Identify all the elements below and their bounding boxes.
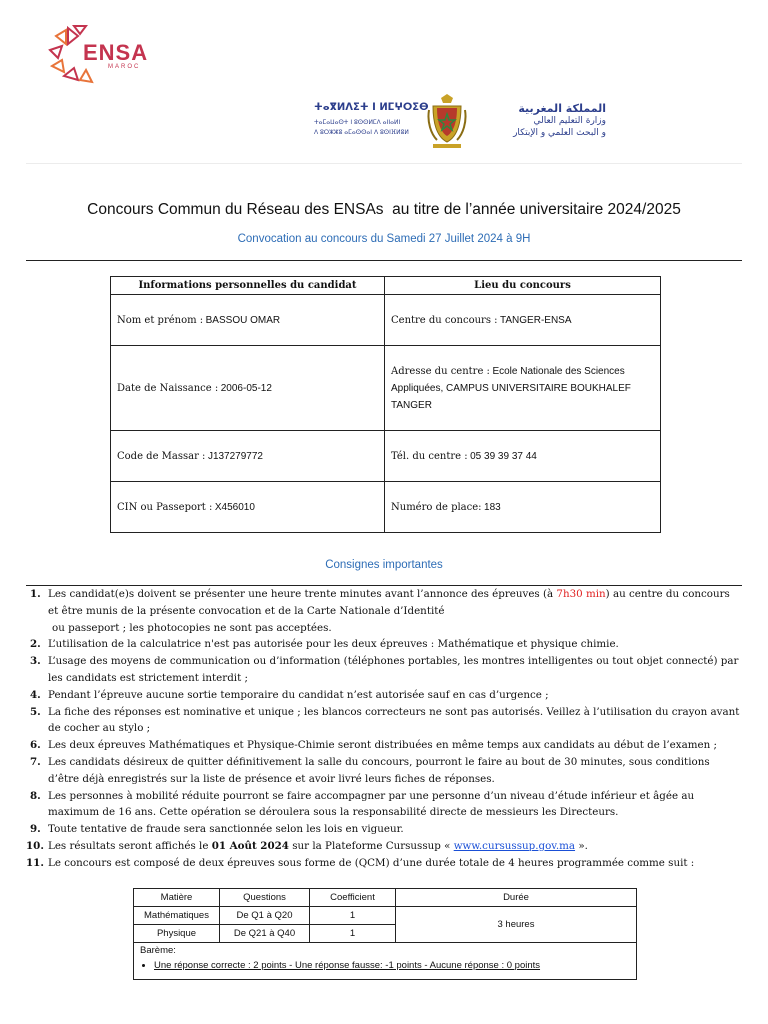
list-item-number: 6. xyxy=(30,739,41,752)
cin-passport-cell xyxy=(111,482,385,533)
list-item-text: Les résultats seront affichés le xyxy=(48,839,212,852)
header-divider xyxy=(26,163,742,164)
list-item xyxy=(26,855,742,872)
grading-title: Barème: xyxy=(140,945,176,956)
table-row xyxy=(111,431,661,482)
field-label: Numéro de place: xyxy=(391,501,482,513)
results-date: 01 Août 2024 xyxy=(211,839,289,852)
list-item xyxy=(30,754,742,788)
table-row xyxy=(134,943,637,980)
list-item-number: 11. xyxy=(26,856,44,869)
candidate-name-cell xyxy=(111,295,385,346)
center-address-cell xyxy=(385,346,661,431)
center-phone-cell xyxy=(385,431,661,482)
list-item xyxy=(30,821,742,838)
list-item-number: 10. xyxy=(26,839,44,852)
list-item-number: 1. xyxy=(30,588,41,600)
list-item-text: Pendant l’épreuve aucune sortie temporaire du candidat n’est autorisée sauf en cas d’urgence ; xyxy=(48,688,549,701)
ministry-logo xyxy=(300,92,620,154)
arabic-line-1: المملكة المغربية xyxy=(518,102,606,115)
field-label: Date de Naissance : xyxy=(117,382,219,394)
field-value: 2006-05-12 xyxy=(220,382,272,394)
table-row xyxy=(134,907,637,925)
list-item-text: Les candidats désireux de quitter définitivement la salle du concours, pourront le faire au bout de 30 minutes, sous conditions d’être déjà enregistrés sur la liste de présence et avoir livré leurs fiches de réponses. xyxy=(48,755,710,785)
field-label: Centre du concours : xyxy=(391,314,498,326)
list-item xyxy=(30,737,742,754)
birth-date-cell xyxy=(111,346,385,431)
subject-cell: Physique xyxy=(134,925,220,943)
questions-cell: De Q21 à Q40 xyxy=(220,925,310,943)
list-item-text: Les deux épreuves Mathématiques et Physique-Chimie seront distribuées en même temps aux candidats au début de l’examen ; xyxy=(48,739,717,752)
field-value: TANGER-ENSA xyxy=(500,314,572,326)
ensa-logo-subtext: MAROC xyxy=(108,64,141,70)
list-item xyxy=(30,586,742,636)
list-item-text: ) au centre du concours et être munis de la présente convocation et de la Carte Nationale d’Identité xyxy=(48,588,730,617)
field-label: Adresse du centre : xyxy=(391,365,490,377)
table-header-row xyxy=(134,889,637,907)
list-item-number: 3. xyxy=(30,655,41,668)
field-value: 183 xyxy=(484,501,501,513)
list-item-text: Les candidat(e)s doivent se présenter une heure trente minutes avant l’annonce des épreuves (à xyxy=(48,588,557,600)
list-item-text: L’usage des moyens de communication ou d’information (téléphones portables, les montres intelligentes ou tout objet connecté) par les candidats est strictement interdit ; xyxy=(48,655,739,684)
coefficient-cell: 1 xyxy=(310,925,396,943)
list-item xyxy=(30,788,742,822)
table-header-cell: Matière xyxy=(134,889,220,907)
list-item-text: ». xyxy=(575,839,588,852)
table-header-cell: Durée xyxy=(396,889,637,907)
massar-code-cell xyxy=(111,431,385,482)
highlighted-time: 7h30 min xyxy=(556,588,606,600)
table-header-row xyxy=(111,277,661,295)
list-item-number: 2. xyxy=(30,638,41,651)
list-item-text: sur la Plateforme Cursussup « xyxy=(288,839,454,852)
list-item-text: ou passeport ; les photocopies ne sont pas acceptées. xyxy=(52,621,332,634)
list-item xyxy=(30,636,742,653)
moroccan-coat-of-arms-icon xyxy=(427,94,467,150)
document-subtitle: Convocation au concours du Samedi 27 Juillet 2024 à 9H xyxy=(237,233,531,245)
table-header-cell: Lieu du concours xyxy=(385,277,661,295)
cursussup-link[interactable]: www.cursussup.gov.ma xyxy=(453,839,576,852)
document-title: Concours Commun du Réseau des ENSAs au titre de l’année universitaire 2024/2025 xyxy=(87,201,681,218)
field-value: Ecole Nationale des Sciences Appliquées, CAMPUS UNIVERSITAIRE BOUKHALEF TANGER xyxy=(391,365,631,411)
field-label: Code de Massar : xyxy=(117,450,206,462)
table-row xyxy=(111,295,661,346)
seat-number-cell xyxy=(385,482,661,533)
tifinagh-line-1: ⵜⴰⴳⵍⴷⵉⵜ ⵏ ⵍⵎⵖⵔⵉⴱ xyxy=(314,102,429,113)
table-row xyxy=(111,346,661,431)
list-item-text: Toute tentative de fraude sera sanctionnée selon les lois en vigueur. xyxy=(48,823,404,836)
candidate-info-table xyxy=(110,276,661,533)
list-item-number: 8. xyxy=(30,789,41,802)
field-value: BASSOU OMAR xyxy=(205,314,281,326)
grading-rule: • Une réponse correcte : 2 points - Une réponse fausse: -1 points - Aucune réponse : 0 points xyxy=(154,960,630,971)
exam-center-cell xyxy=(385,295,661,346)
arabic-line-2: وزارة التعليم العالي xyxy=(533,116,606,126)
ensa-logo-text: ENSA xyxy=(83,40,149,65)
grading-cell xyxy=(134,943,637,980)
section-divider xyxy=(26,260,742,261)
list-item-number: 9. xyxy=(30,823,41,836)
field-label: Nom et prénom : xyxy=(117,314,204,326)
list-item-text: La fiche des réponses est nominative et unique ; les blancos correcteurs ne sont pas autorisés. Veillez à l’utilisation du crayon avant de cocher au stylo ; xyxy=(48,705,740,735)
list-item-text: Le concours est composé de deux épreuves sous forme de (QCM) d’une durée totale de 4 heures programmée comme suit : xyxy=(48,856,695,869)
list-item xyxy=(30,704,742,738)
list-item-number: 4. xyxy=(30,688,41,701)
tifinagh-line-3: ⴷ ⵓⵔⵣⵣⵓ ⴰⵎⴰⵙⵙⴰⵏ ⴷ ⵓⵙⵏⴼⵍⵓⵍ xyxy=(314,129,409,136)
instructions-heading: Consignes importantes xyxy=(325,559,443,571)
field-value: X456010 xyxy=(214,501,255,513)
list-item-number: 7. xyxy=(30,755,41,768)
coefficient-cell: 1 xyxy=(310,907,396,925)
table-row xyxy=(111,482,661,533)
grading-list xyxy=(154,960,630,971)
field-value: J137279772 xyxy=(207,450,263,462)
list-item-text: L’utilisation de la calculatrice n'est pas autorisée pour les deux épreuves : Mathématique et physique chimie. xyxy=(48,638,619,651)
questions-cell: De Q1 à Q20 xyxy=(220,907,310,925)
arabic-line-3: و البحث العلمي و الإبتكار xyxy=(513,128,606,138)
list-item xyxy=(26,838,742,855)
list-item-text: Les personnes à mobilité réduite pourront se faire accompagner par une personne d’un niveau d’étude inférieur et âgée au maximum de 16 ans. Cette opération se déroulera sous la responsabilité directe de messieurs les Directeurs. xyxy=(48,789,695,819)
exam-schedule-table xyxy=(133,888,637,980)
list-item-number: 5. xyxy=(30,705,41,718)
list-item xyxy=(30,653,742,687)
list-item xyxy=(30,687,742,704)
subject-cell: Mathématiques xyxy=(134,907,220,925)
instructions-list xyxy=(26,586,742,872)
field-label: Tél. du centre : xyxy=(391,450,468,462)
duration-cell: 3 heures xyxy=(396,907,637,943)
table-header-cell: Questions xyxy=(220,889,310,907)
table-header-cell: Informations personnelles du candidat xyxy=(111,277,385,295)
table-header-cell: Coefficient xyxy=(310,889,396,907)
tifinagh-line-2: ⵜⴰⵎⴰⵡⴰⵙⵜ ⵏ ⵓⵙⵙⵍⵎⴷ ⴰⵏⵏⴰⵍⵏ xyxy=(314,119,401,126)
field-label: CIN ou Passeport : xyxy=(117,501,213,513)
field-value: 05 39 39 37 44 xyxy=(470,450,537,462)
